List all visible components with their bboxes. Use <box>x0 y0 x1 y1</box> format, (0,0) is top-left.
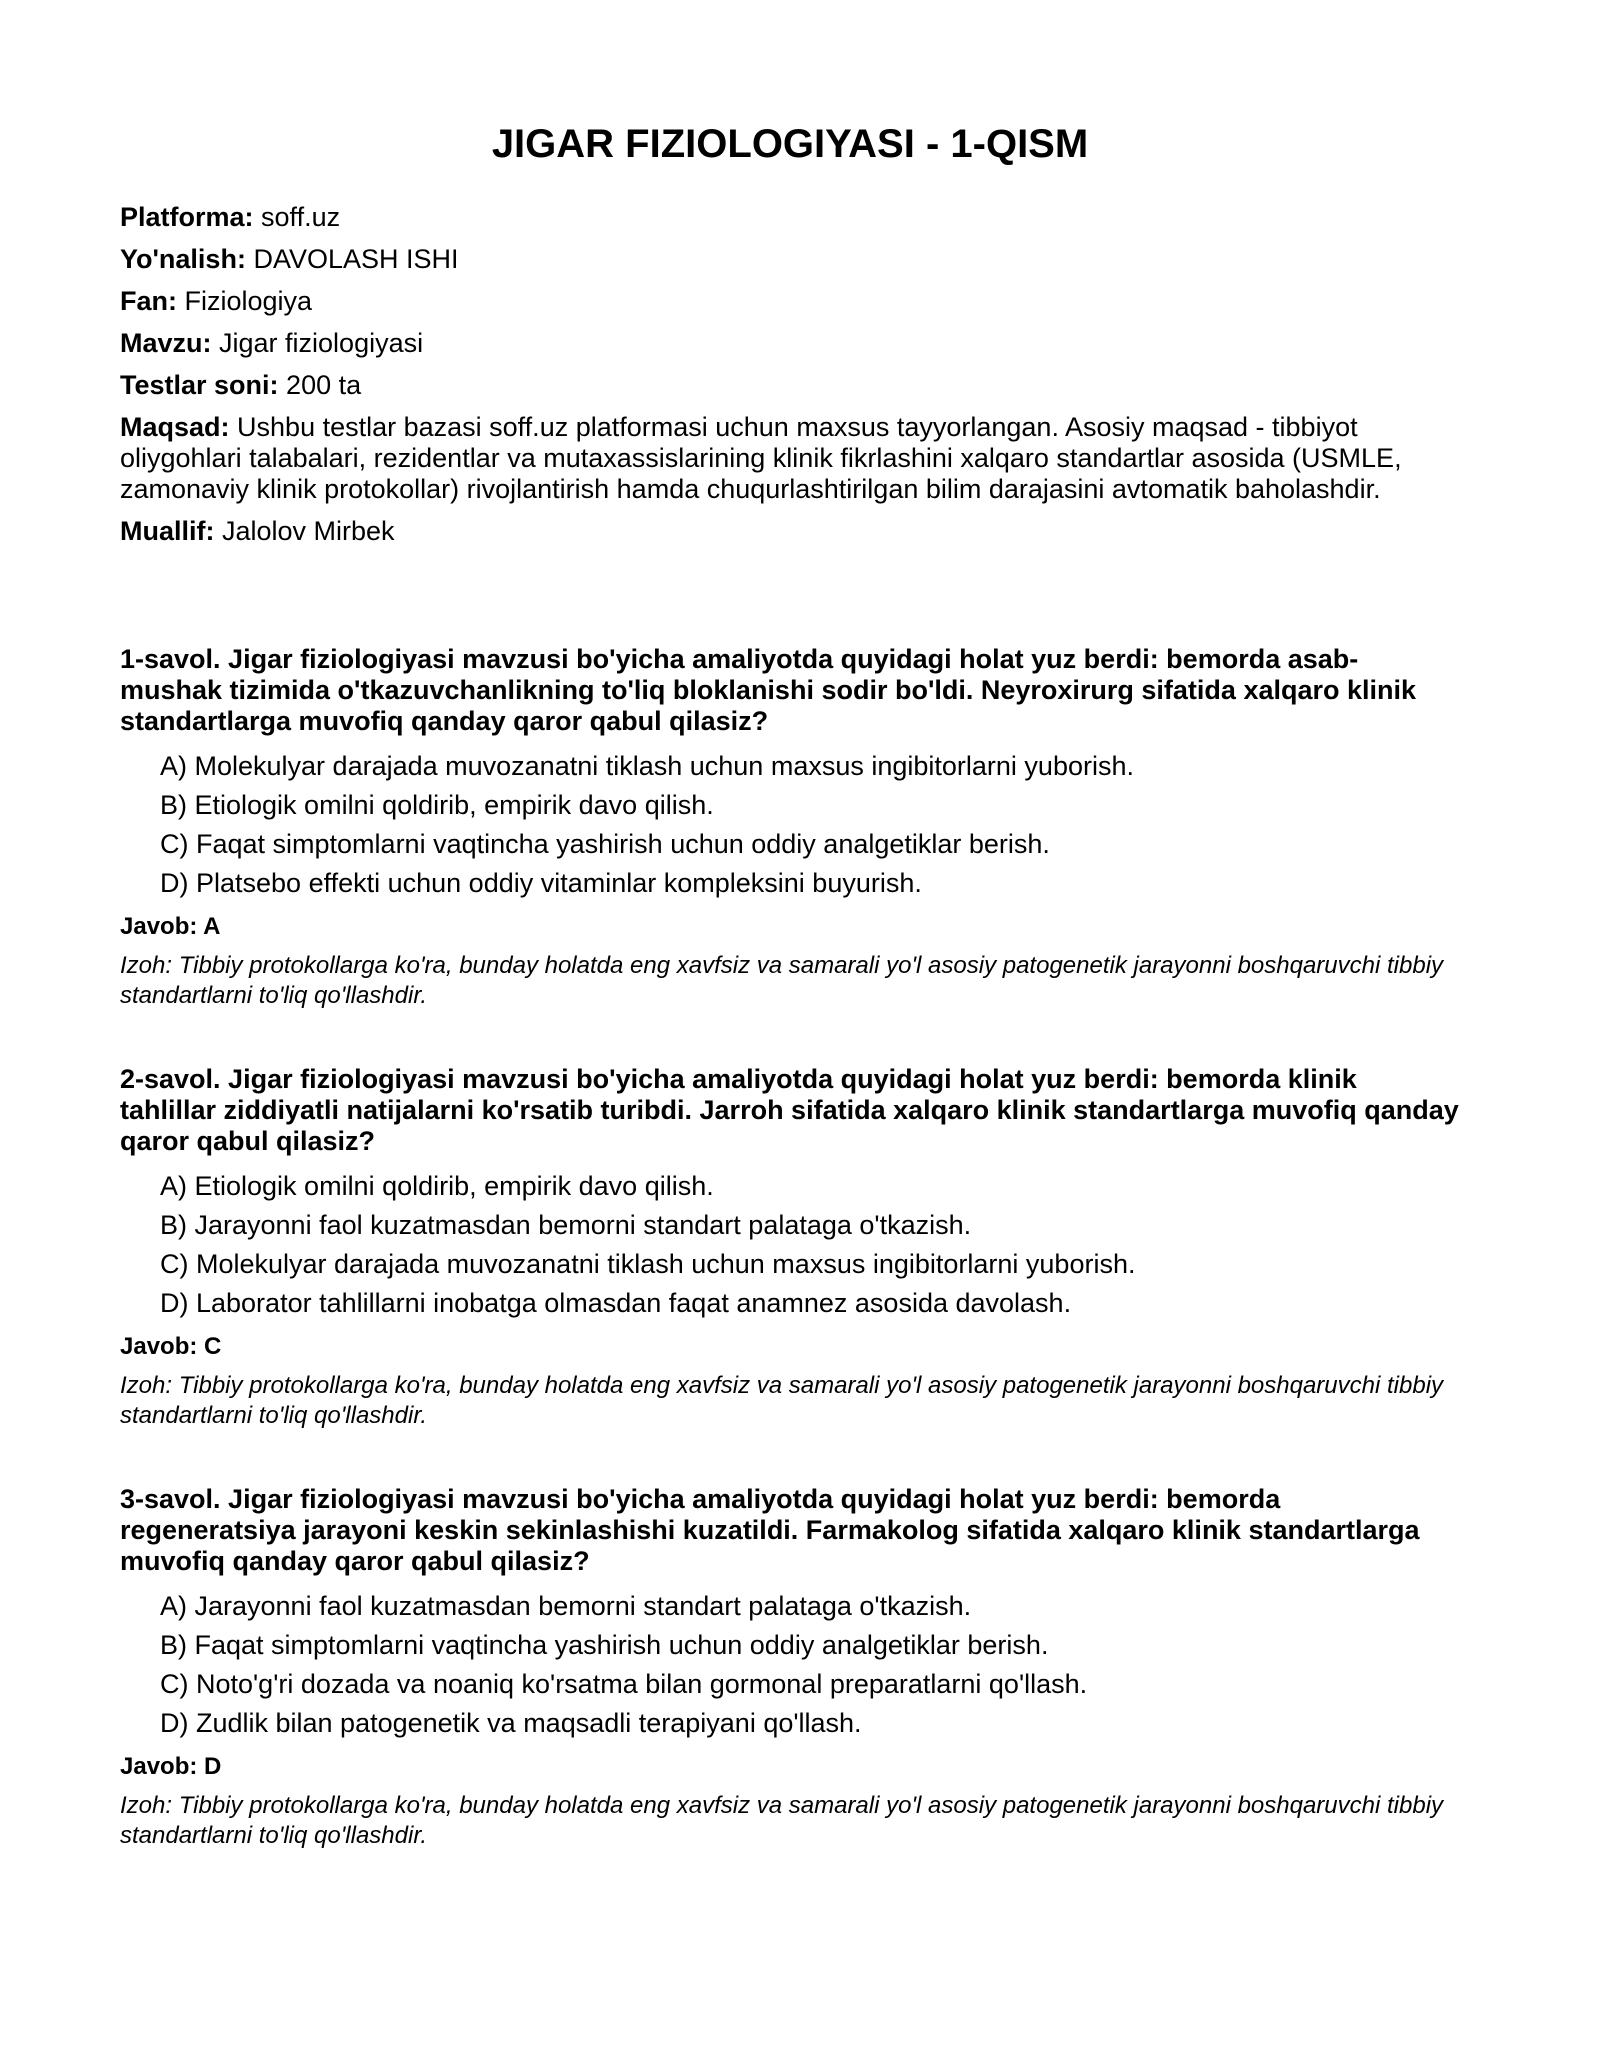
question-3 <box>120 1484 1460 1851</box>
question-1 <box>120 644 1460 1011</box>
option-b: B) Jarayonni faol kuzatmasdan bemorni standart palataga o'tkazish. <box>160 1210 972 1240</box>
meta-value: soff.uz <box>253 202 341 232</box>
meta-label: Muallif: <box>120 516 215 546</box>
option-a: A) Jarayonni faol kuzatmasdan bemorni standart palataga o'tkazish. <box>160 1591 972 1621</box>
answer-label: Javob: C <box>120 1333 222 1360</box>
document-page <box>120 120 1460 1904</box>
meta-mavzu <box>120 328 1460 359</box>
meta-label: Testlar soni: <box>120 370 279 400</box>
document-title: JIGAR FIZIOLOGIYASI - 1-QISM <box>491 122 1089 166</box>
options-list <box>120 1591 1460 1739</box>
option-a: A) Etiologik omilni qoldirib, empirik davo qilish. <box>160 1171 714 1201</box>
meta-value: Fiziologiya <box>177 286 313 316</box>
explanation-note: Izoh: Tibbiy protokollarga ko'ra, bunday holatda eng xavfsiz va samarali yo'l asosiy patogenetik jarayonni boshqaruvchi tibbiy standartlarni to'liq qo'llashdir. <box>120 1372 1444 1429</box>
section-spacer <box>120 558 1460 644</box>
meta-value: Ushbu testlar bazasi soff.uz platformasi uchun maxsus tayyorlangan. Asosiy maqsad - tibbiyot oliygohlari talabalari, rezidentlar va mutaxassislarining klinik fikrlashini xalqaro standartlar asosida (USMLE, zamonaviy klinik protokollar) rivojlantirish hamda chuqurlashtirilgan bilim darajasini avtomatik baholashdir. <box>120 412 1402 504</box>
option-b: B) Etiologik omilni qoldirib, empirik davo qilish. <box>160 790 714 820</box>
meta-label: Fan: <box>120 286 177 316</box>
options-list <box>120 1171 1460 1319</box>
meta-label: Platforma: <box>120 202 254 232</box>
options-list <box>120 751 1460 899</box>
meta-platforma <box>120 202 1460 233</box>
meta-value: 200 ta <box>278 370 362 400</box>
meta-yonalish <box>120 244 1460 275</box>
meta-value: Jigar fiziologiyasi <box>211 328 424 358</box>
question-text: 1-savol. Jigar fiziologiyasi mavzusi bo'yicha amaliyotda quyidagi holat yuz berdi: bemorda asab-mushak tizimida o'tkazuvchanlikning to'liq bloklanishi sodir bo'ldi. Neyroxirurg sifatida xalqaro klinik standartlarga muvofiq qanday qaror qabul qilasiz? <box>120 644 1417 736</box>
option-d: D) Laborator tahlillarni inobatga olmasdan faqat anamnez asosida davolash. <box>160 1288 1072 1318</box>
answer-label: Javob: A <box>120 913 221 940</box>
meta-label: Mavzu: <box>120 328 212 358</box>
meta-maqsad <box>120 412 1460 505</box>
meta-value: Jalolov Mirbek <box>214 516 395 546</box>
meta-muallif <box>120 516 1460 547</box>
question-2 <box>120 1064 1460 1431</box>
question-text: 2-savol. Jigar fiziologiyasi mavzusi bo'yicha amaliyotda quyidagi holat yuz berdi: bemorda klinik tahlillar ziddiyatli natijalarni ko'rsatib turibdi. Jarroh sifatida xalqaro klinik standartlarga muvofiq qanday qaror qabul qilasiz? <box>120 1064 1459 1156</box>
meta-testlar-soni <box>120 370 1460 401</box>
option-c: C) Faqat simptomlarni vaqtincha yashirish uchun oddiy analgetiklar berish. <box>160 829 1050 859</box>
option-a: A) Molekulyar darajada muvozanatni tiklash uchun maxsus ingibitorlarni yuborish. <box>160 751 1134 781</box>
option-d: D) Zudlik bilan patogenetik va maqsadli terapiyani qo'llash. <box>160 1708 862 1738</box>
option-c: C) Noto'g'ri dozada va noaniq ko'rsatma bilan gormonal preparatlarni qo'llash. <box>160 1669 1088 1699</box>
meta-label: Maqsad: <box>120 412 230 442</box>
meta-fan <box>120 286 1460 317</box>
option-d: D) Platsebo effekti uchun oddiy vitaminlar kompleksini buyurish. <box>160 868 922 898</box>
option-b: B) Faqat simptomlarni vaqtincha yashirish uchun oddiy analgetiklar berish. <box>160 1630 1049 1660</box>
answer-label: Javob: D <box>120 1753 222 1780</box>
option-c: C) Molekulyar darajada muvozanatni tiklash uchun maxsus ingibitorlarni yuborish. <box>160 1249 1136 1279</box>
meta-label: Yo'nalish: <box>120 244 246 274</box>
meta-value: DAVOLASH ISHI <box>245 244 459 274</box>
explanation-note: Izoh: Tibbiy protokollarga ko'ra, bunday holatda eng xavfsiz va samarali yo'l asosiy patogenetik jarayonni boshqaruvchi tibbiy standartlarni to'liq qo'llashdir. <box>120 952 1444 1009</box>
question-text: 3-savol. Jigar fiziologiyasi mavzusi bo'yicha amaliyotda quyidagi holat yuz berdi: bemorda regeneratsiya jarayoni keskin sekinlashishi kuzatildi. Farmakolog sifatida xalqaro klinik standartlarga muvofiq qanday qaror qabul qilasiz? <box>120 1484 1420 1576</box>
metadata-block <box>120 202 1460 547</box>
explanation-note: Izoh: Tibbiy protokollarga ko'ra, bunday holatda eng xavfsiz va samarali yo'l asosiy patogenetik jarayonni boshqaruvchi tibbiy standartlarni to'liq qo'llashdir. <box>120 1792 1444 1849</box>
